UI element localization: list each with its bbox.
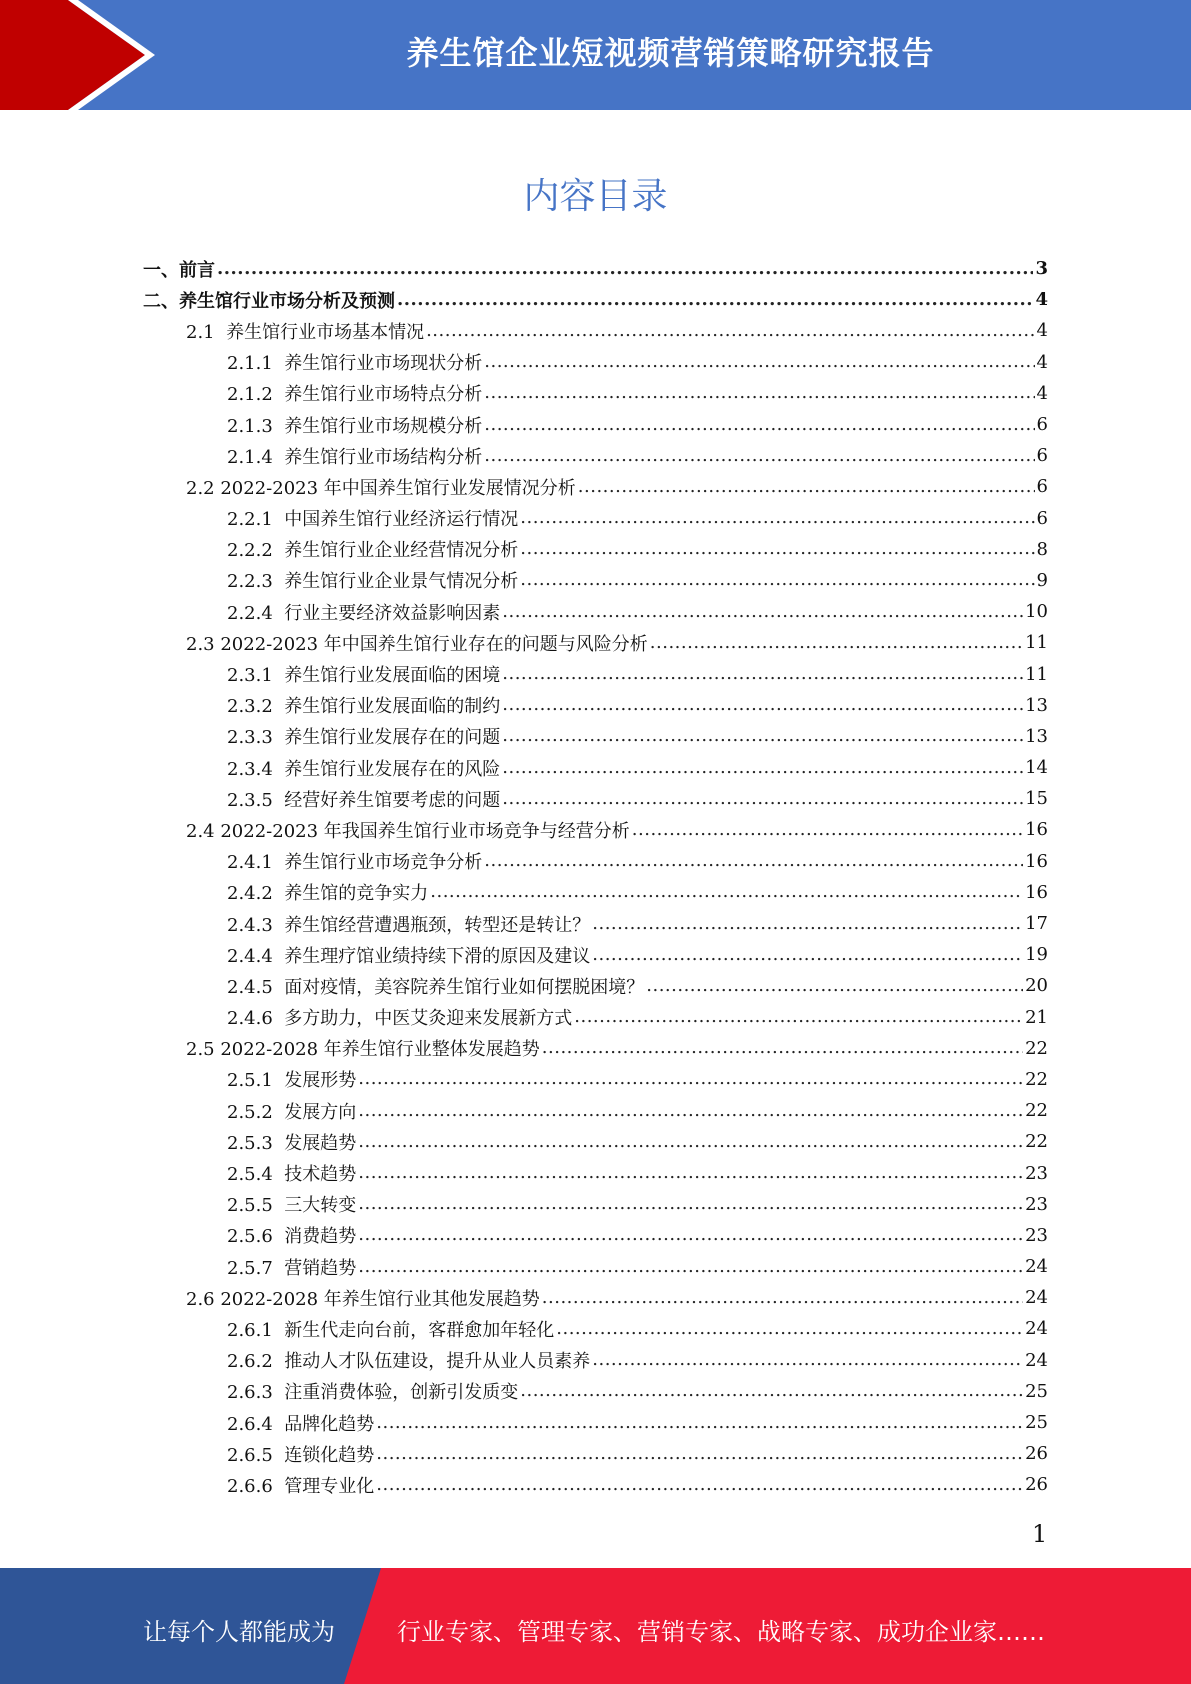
dot-leader bbox=[484, 382, 1034, 404]
dot-leader bbox=[520, 1380, 1023, 1402]
toc-entry-page: 21 bbox=[1025, 1006, 1048, 1028]
toc-entry[interactable] bbox=[0, 1064, 1048, 1095]
toc-entry-page: 25 bbox=[1025, 1380, 1048, 1402]
toc-entry[interactable] bbox=[0, 846, 1048, 877]
toc-entry[interactable] bbox=[0, 1438, 1048, 1469]
toc-entry-label: 2.6.2 推动人才队伍建设，提升从业人员素养 bbox=[227, 1351, 591, 1373]
toc-entry-page: 24 bbox=[1025, 1287, 1048, 1309]
dot-leader bbox=[502, 663, 1023, 685]
toc-entry-label: 2.4.4 养生理疗馆业绩持续下滑的原因及建议 bbox=[227, 945, 591, 967]
toc-entry[interactable] bbox=[0, 503, 1048, 534]
toc-entry-label: 2.2.3 养生馆行业企业景气情况分析 bbox=[227, 571, 519, 593]
toc-entry[interactable] bbox=[0, 284, 1048, 315]
toc-entry[interactable] bbox=[0, 1282, 1048, 1313]
toc-entry-label: 2.6.1 新生代走向台前，客群愈加年轻化 bbox=[227, 1319, 555, 1341]
toc-entry[interactable] bbox=[0, 1002, 1048, 1033]
report-title: 养生馆企业短视频营销策略研究报告 bbox=[406, 34, 935, 72]
toc-entry-page: 4 bbox=[1035, 289, 1048, 311]
toc-entry-label: 2.6.6 管理专业化 bbox=[227, 1475, 375, 1497]
footer-slogan-left: 让每个人都能成为 bbox=[143, 1618, 335, 1646]
toc-entry-page: 24 bbox=[1025, 1349, 1048, 1371]
dot-leader bbox=[358, 1193, 1023, 1215]
red-chevron-icon bbox=[0, 0, 200, 110]
toc-entry-page: 22 bbox=[1025, 1068, 1048, 1090]
toc-entry[interactable] bbox=[0, 783, 1048, 814]
toc-entry-label: 2.2.2 养生馆行业企业经营情况分析 bbox=[227, 540, 519, 562]
header-banner bbox=[0, 0, 1191, 110]
toc-entry-page: 24 bbox=[1025, 1256, 1048, 1278]
toc-entry-page: 20 bbox=[1025, 975, 1048, 997]
dot-leader bbox=[376, 1474, 1023, 1496]
toc-entry-page: 22 bbox=[1025, 1037, 1048, 1059]
dot-leader bbox=[397, 289, 1033, 311]
toc-entry-label: 2.1.4 养生馆行业市场结构分析 bbox=[227, 446, 483, 468]
dot-leader bbox=[542, 1037, 1023, 1059]
toc-entry-label: 2.5 2022-2028 年养生馆行业整体发展趋势 bbox=[186, 1039, 540, 1061]
footer-banner bbox=[0, 1568, 1191, 1684]
toc-entry[interactable] bbox=[0, 253, 1048, 284]
toc-entry-label: 2.3.2 养生馆行业发展面临的制约 bbox=[227, 696, 501, 718]
dot-leader bbox=[502, 725, 1023, 747]
dot-leader bbox=[520, 507, 1034, 529]
dot-leader bbox=[646, 975, 1023, 997]
toc-entry-label: 2.4 2022-2023 年我国养生馆行业市场竞争与经营分析 bbox=[186, 820, 630, 842]
toc-entry-label: 2.5.6 消费趋势 bbox=[227, 1226, 357, 1248]
toc-entry-label: 2.5.3 发展趋势 bbox=[227, 1132, 357, 1154]
toc-entry-page: 3 bbox=[1035, 258, 1048, 280]
toc-entry-label: 2.3 2022-2023 年中国养生馆行业存在的问题与风险分析 bbox=[186, 633, 648, 655]
dot-leader bbox=[430, 881, 1023, 903]
toc-entry-page: 19 bbox=[1025, 944, 1048, 966]
toc-entry-label: 2.5.4 技术趋势 bbox=[227, 1164, 357, 1186]
toc-entry-page: 4 bbox=[1036, 382, 1048, 404]
toc-entry[interactable] bbox=[0, 1313, 1048, 1344]
toc-entry-page: 6 bbox=[1036, 414, 1048, 436]
toc-entry[interactable] bbox=[0, 658, 1048, 689]
toc-entry-label: 2.1.2 养生馆行业市场特点分析 bbox=[227, 384, 483, 406]
dot-leader bbox=[358, 1224, 1023, 1246]
toc-entry-page: 15 bbox=[1025, 788, 1048, 810]
toc-entry[interactable] bbox=[0, 347, 1048, 378]
dot-leader bbox=[376, 1412, 1023, 1434]
toc-entry-page: 10 bbox=[1025, 601, 1048, 623]
toc-entry-page: 6 bbox=[1036, 507, 1048, 529]
dot-leader bbox=[358, 1162, 1023, 1184]
dot-leader bbox=[592, 913, 1023, 935]
toc-entry-label: 2.1 养生馆行业市场基本情况 bbox=[186, 321, 425, 343]
toc-entry-page: 22 bbox=[1025, 1100, 1048, 1122]
toc-entry-page: 11 bbox=[1025, 663, 1048, 685]
dot-leader bbox=[632, 819, 1023, 841]
toc-entry[interactable] bbox=[0, 1469, 1048, 1500]
dot-leader bbox=[502, 788, 1023, 810]
toc-entry-label: 2.6.3 注重消费体验，创新引发质变 bbox=[227, 1382, 519, 1404]
toc-entry-page: 23 bbox=[1025, 1224, 1048, 1246]
toc-entry-label: 一、前言 bbox=[143, 259, 215, 281]
toc-entry-label: 2.4.1 养生馆行业市场竞争分析 bbox=[227, 852, 483, 874]
dot-leader bbox=[574, 1006, 1023, 1028]
toc-entry-page: 4 bbox=[1036, 320, 1048, 342]
toc-entry[interactable] bbox=[0, 970, 1048, 1001]
dot-leader bbox=[556, 1318, 1023, 1340]
toc-entry[interactable] bbox=[0, 409, 1048, 440]
toc-entry-label: 2.4.6 多方助力，中医艾灸迎来发展新方式 bbox=[227, 1008, 573, 1030]
toc-entry-label: 2.1.3 养生馆行业市场规模分析 bbox=[227, 415, 483, 437]
toc-entry[interactable] bbox=[0, 1157, 1048, 1188]
toc-entry[interactable] bbox=[0, 814, 1048, 845]
dot-leader bbox=[358, 1131, 1023, 1153]
toc-entry-label: 2.6.5 连锁化趋势 bbox=[227, 1444, 375, 1466]
toc-entry-label: 2.2.1 中国养生馆行业经济运行情况 bbox=[227, 509, 519, 531]
toc-entry-page: 16 bbox=[1025, 881, 1048, 903]
toc-entry-label: 2.4.2 养生馆的竞争实力 bbox=[227, 883, 429, 905]
dot-leader bbox=[502, 694, 1023, 716]
footer-slogan-right: 行业专家、管理专家、营销专家、战略专家、成功企业家…… bbox=[397, 1618, 1045, 1646]
toc-entry-label: 2.3.3 养生馆行业发展存在的问题 bbox=[227, 727, 501, 749]
dot-leader bbox=[520, 538, 1034, 560]
toc-entry-label: 2.2 2022-2023 年中国养生馆行业发展情况分析 bbox=[186, 477, 576, 499]
dot-leader bbox=[376, 1443, 1023, 1465]
toc-entry-page: 13 bbox=[1025, 694, 1048, 716]
toc-entry-label: 2.5.5 三大转变 bbox=[227, 1195, 357, 1217]
toc-entry-page: 6 bbox=[1036, 476, 1048, 498]
toc-entry[interactable] bbox=[0, 1345, 1048, 1376]
toc-entry[interactable] bbox=[0, 1407, 1048, 1438]
toc-heading: 内容目录 bbox=[523, 176, 668, 217]
toc-entry[interactable] bbox=[0, 1095, 1048, 1126]
toc-entry-label: 2.5.2 发展方向 bbox=[227, 1101, 357, 1123]
toc-entry[interactable] bbox=[0, 1220, 1048, 1251]
toc-entry[interactable] bbox=[0, 721, 1048, 752]
toc-entry-page: 23 bbox=[1025, 1193, 1048, 1215]
toc-entry-page: 14 bbox=[1025, 757, 1048, 779]
toc-entry-label: 二、养生馆行业市场分析及预测 bbox=[143, 290, 395, 312]
toc-entry-label: 2.4.5 面对疫情，美容院养生馆行业如何摆脱困境？ bbox=[227, 976, 645, 998]
dot-leader bbox=[502, 757, 1023, 779]
toc-entry-page: 26 bbox=[1025, 1443, 1048, 1465]
toc-entry-label: 2.2.4 行业主要经济效益影响因素 bbox=[227, 602, 501, 624]
toc-entry-page: 23 bbox=[1025, 1162, 1048, 1184]
toc-entry[interactable] bbox=[0, 315, 1048, 346]
toc-entry[interactable] bbox=[0, 440, 1048, 471]
toc-entry-label: 2.6.4 品牌化趋势 bbox=[227, 1413, 375, 1435]
toc-entry[interactable] bbox=[0, 378, 1048, 409]
toc-entry-page: 13 bbox=[1025, 725, 1048, 747]
dot-leader bbox=[426, 320, 1034, 342]
toc-entry-page: 4 bbox=[1036, 351, 1048, 373]
dot-leader bbox=[484, 850, 1023, 872]
toc-entry[interactable] bbox=[0, 1189, 1048, 1220]
dot-leader bbox=[358, 1256, 1023, 1278]
toc-entry-page: 6 bbox=[1036, 445, 1048, 467]
toc-entry[interactable] bbox=[0, 690, 1048, 721]
toc-entry-page: 16 bbox=[1025, 850, 1048, 872]
toc-entry-label: 2.4.3 养生馆经营遭遇瓶颈，转型还是转让？ bbox=[227, 914, 591, 936]
dot-leader bbox=[484, 351, 1034, 373]
dot-leader bbox=[358, 1068, 1023, 1090]
dot-leader bbox=[650, 632, 1023, 654]
toc-entry-label: 2.3.5 经营好养生馆要考虑的问题 bbox=[227, 789, 501, 811]
toc-entry[interactable] bbox=[0, 1376, 1048, 1407]
toc-entry-label: 2.5.7 营销趋势 bbox=[227, 1257, 357, 1279]
toc-entry[interactable] bbox=[0, 627, 1048, 658]
toc-entry[interactable] bbox=[0, 565, 1048, 596]
toc-entry-page: 17 bbox=[1025, 913, 1048, 935]
toc-entry[interactable] bbox=[0, 471, 1048, 502]
toc-entry-label: 2.5.1 发展形势 bbox=[227, 1070, 357, 1092]
toc-entry-page: 24 bbox=[1025, 1318, 1048, 1340]
toc-entry[interactable] bbox=[0, 596, 1048, 627]
toc-entry[interactable] bbox=[0, 534, 1048, 565]
toc-entry-label: 2.3.4 养生馆行业发展存在的风险 bbox=[227, 758, 501, 780]
dot-leader bbox=[502, 601, 1023, 623]
toc-entry-page: 26 bbox=[1025, 1474, 1048, 1496]
toc-entry-page: 8 bbox=[1036, 538, 1048, 560]
dot-leader bbox=[217, 258, 1033, 280]
toc-entry[interactable] bbox=[0, 1251, 1048, 1282]
table-of-contents bbox=[0, 253, 1191, 1501]
toc-entry-page: 16 bbox=[1025, 819, 1048, 841]
toc-entry[interactable] bbox=[0, 1033, 1048, 1064]
toc-entry-page: 11 bbox=[1025, 632, 1048, 654]
toc-entry-page: 9 bbox=[1036, 569, 1048, 591]
dot-leader bbox=[592, 944, 1023, 966]
toc-entry-label: 2.1.1 养生馆行业市场现状分析 bbox=[227, 353, 483, 375]
dot-leader bbox=[484, 445, 1034, 467]
dot-leader bbox=[484, 414, 1034, 436]
dot-leader bbox=[358, 1100, 1023, 1122]
dot-leader bbox=[542, 1287, 1023, 1309]
toc-entry-page: 25 bbox=[1025, 1412, 1048, 1434]
page-number: 1 bbox=[1032, 1520, 1048, 1548]
toc-entry[interactable] bbox=[0, 1126, 1048, 1157]
toc-entry-label: 2.3.1 养生馆行业发展面临的困境 bbox=[227, 665, 501, 687]
dot-leader bbox=[578, 476, 1035, 498]
toc-entry[interactable] bbox=[0, 908, 1048, 939]
toc-entry[interactable] bbox=[0, 752, 1048, 783]
toc-entry-label: 2.6 2022-2028 年养生馆行业其他发展趋势 bbox=[186, 1288, 540, 1310]
dot-leader bbox=[592, 1349, 1023, 1371]
toc-entry-page: 22 bbox=[1025, 1131, 1048, 1153]
dot-leader bbox=[520, 569, 1034, 591]
toc-entry[interactable] bbox=[0, 939, 1048, 970]
toc-entry[interactable] bbox=[0, 877, 1048, 908]
